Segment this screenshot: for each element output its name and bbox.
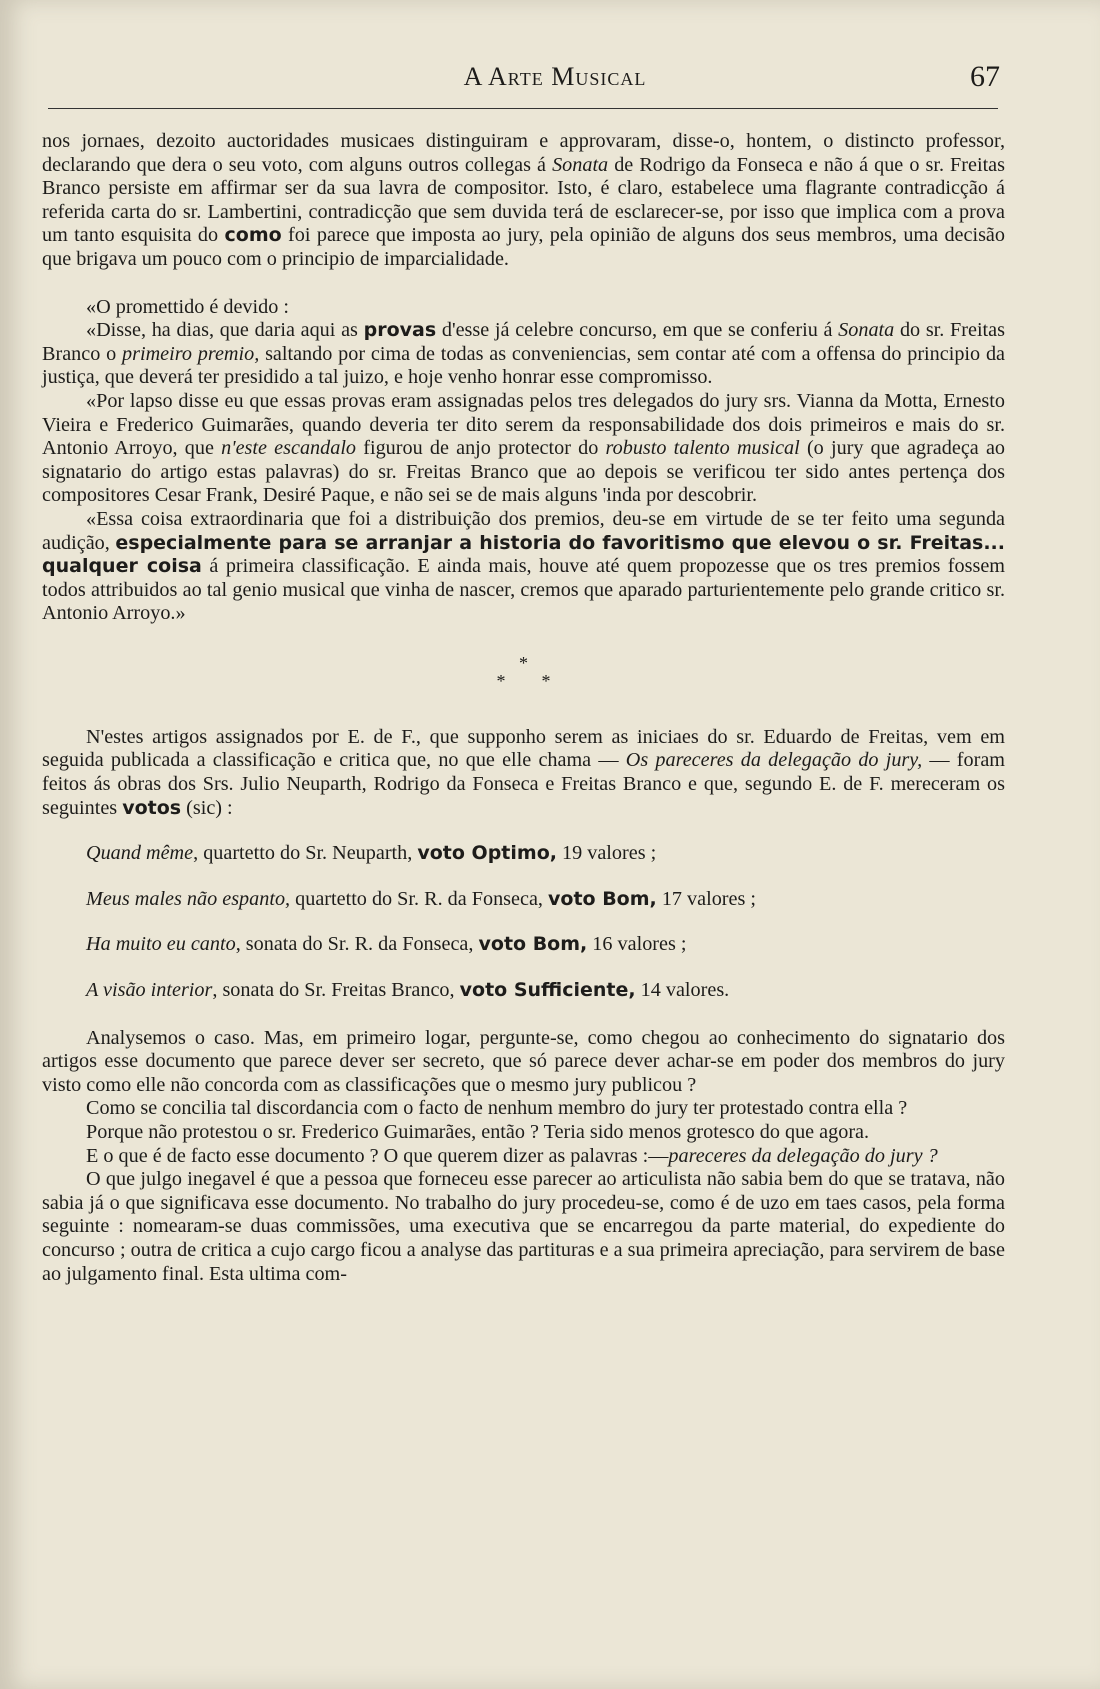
section-separator	[42, 654, 1005, 690]
italic-text: Ha muito eu canto	[86, 933, 236, 956]
text-run: — foram feitos ás obras dos Srs. Julio Neuparth, Rodrigo da Fonseca e Freitas Branco e que, segundo E. de F. mereceram os seguintes	[42, 749, 1005, 819]
running-title: A Arte Musical	[463, 62, 647, 91]
text-run: 17 valores ;	[656, 887, 756, 910]
text-run: quartetto do Sr. R. da Fonseca,	[290, 887, 549, 910]
text-run: «Disse, ha dias, que daria aqui as	[86, 319, 364, 342]
bold-text: como	[224, 224, 282, 247]
text-run: «Essa coisa extraordinaria que foi a distribuição dos premios, deu-se em virtude de se ter feito uma segunda audição,	[42, 507, 1005, 554]
text-run: «Por lapso disse eu que essas provas eram assignadas pelos tres delegados do jury srs. Vianna da Motta, Ernesto Vieira e Frederico Guimarães, quando deveria ter dito serem da responsabilidade dos dois primeiros e mais do sr. Antonio Arroyo, que	[42, 389, 1005, 460]
vote-entry	[42, 933, 1005, 957]
italic-text: A visão interior	[86, 979, 213, 1002]
paragraph	[42, 1168, 1005, 1286]
italic-text: Sonata	[838, 319, 895, 342]
vote-entry	[42, 842, 1005, 866]
italic-text: primeiro premio,	[122, 342, 260, 365]
paragraph	[42, 319, 1005, 390]
paragraph	[42, 726, 1005, 820]
text-run: 14 valores.	[635, 979, 730, 1002]
separator-star: *	[541, 670, 587, 691]
page-header	[110, 62, 1000, 102]
text-run: 19 valores ;	[556, 842, 657, 865]
text-run: E o que é de facto esse documento ? O que querem dizer as palavras :—	[86, 1144, 669, 1167]
paragraph	[42, 508, 1005, 626]
text-run: O que julgo inegavel é que a pessoa que forneceu esse parecer ao articulista não sabia bem do que se tratava, não sabia já o que significava esse documento. No trabalho do jury procedeu-se, como é de uzo em taes casos, pela forma seguinte : nomearam-se duas commissões, uma executiva que se encarregou da parte material, do expediente do concurso ; outra de critica a cujo cargo ficou a analyse das partituras e a sua primeira apreciação, para servirem de base ao julgamento final. Esta ultima com-	[42, 1168, 1005, 1285]
paragraph	[42, 296, 1005, 320]
italic-text: Sonata	[552, 153, 609, 176]
paragraph	[42, 390, 1005, 508]
bold-text: voto Sufficiente,	[459, 979, 636, 1002]
text-run: saltando por cima de todas as conveniencias, sem contar até com a offensa do principio da justiça, que deverá ter presidido a tal juizo, e hoje venho honrar esse compromisso.	[42, 342, 1005, 389]
text-run: N'estes artigos assignados por E. de F., que supponho serem as iniciaes do sr. Eduardo de Freitas, vem em seguida publicada a classificação e critica que, no que elle chama —	[42, 725, 1005, 772]
text-run: á primeira classificação. E ainda mais, houve até quem propozesse que os tres premios fossem todos attribuidos ao tal genio musical que vinha de nascer, cremos que aparado parturientemente pelo grande critico sr. Antonio Arroyo.»	[42, 555, 1005, 625]
header-rule	[48, 108, 998, 109]
paragraph	[42, 1097, 1005, 1121]
text-run: Porque não protestou o sr. Frederico Guimarães, então ? Teria sido menos grotesco do que agora.	[86, 1121, 870, 1143]
bold-text: votos	[122, 796, 182, 819]
vote-entry	[42, 888, 1005, 912]
text-run: d'esse já celebre concurso, em que se conferiu á	[436, 319, 839, 342]
text-run: «O promettido é devido :	[86, 295, 289, 318]
page-number: 67	[970, 60, 1000, 93]
text-run: Como se concilia tal discordancia com o facto de nenhum membro do jury ter protestado contra ella ?	[86, 1097, 908, 1120]
vote-entry	[42, 979, 1005, 1003]
italic-text: Os pareceres da delegação do jury,	[625, 749, 923, 772]
paragraph	[42, 130, 1005, 272]
text-run: nos jornaes, dezoito auctoridades musicaes distinguiram e approvaram, disse-o, hontem, o distincto professor, declarando que dera o seu voto, com alguns outros collegas á	[42, 130, 1005, 176]
text-run: , quartetto do Sr. Neuparth,	[193, 842, 418, 865]
text-run: Analysemos o caso. Mas, em primeiro logar, pergunte-se, como chegou ao conhecimento do signatario dos artigos esse documento que parece dever ser secreto, que só parece dever achar-se em poder dos membros do jury visto como elle não concorda com as classificações que o mesmo jury publicou ?	[42, 1026, 1005, 1096]
bold-text: voto Optimo,	[417, 842, 557, 865]
italic-text: Meus males não espanto,	[86, 887, 291, 910]
text-run: , sonata do Sr. Freitas Branco,	[212, 979, 460, 1002]
text-run: 16 valores ;	[587, 933, 687, 956]
text-run: figurou de anjo protector do	[356, 437, 606, 460]
bold-text: voto Bom,	[548, 887, 657, 910]
italic-text: n'este escandalo	[221, 437, 357, 460]
separator-star: *	[496, 670, 542, 691]
bold-text: voto Bom,	[478, 933, 588, 956]
bold-text: especialmente para se arranjar a historia do favoritismo que elevou o sr. Freitas... qualquer coisa	[42, 531, 1005, 578]
italic-text: robusto talento musical	[605, 437, 800, 460]
article-body	[42, 130, 1005, 1286]
text-run: (sic) :	[181, 796, 233, 819]
paragraph	[42, 1121, 1005, 1145]
separator-star: *	[519, 652, 528, 673]
text-run: , sonata do Sr. R. da Fonseca,	[235, 933, 479, 956]
bold-text: provas	[363, 319, 437, 342]
paragraph	[42, 1145, 1005, 1169]
italic-text: Quand même	[86, 842, 194, 865]
text-run: foi parece que imposta ao jury, pela opinião de alguns dos seus membros, uma decisão que brigava um pouco com o principio de imparcialidade.	[42, 224, 1005, 270]
italic-text: pareceres da delegação do jury ?	[668, 1144, 938, 1167]
paragraph	[42, 1027, 1005, 1098]
text-run: de Rodrigo da Fonseca e não á que o sr. Freitas Branco persiste em affirmar ser da sua lavra de compositor. Isto, é claro, estabelece uma flagrante contradicção á referida carta do sr. Lambertini, contradicção que sem duvida terá de esclarecer-se, por isso que implica com a prova um tanto esquisita do	[42, 153, 1005, 247]
text-run: (o jury que agradeça ao signatario do artigo estas palavras) do sr. Freitas Branco que ao depois se verificou ter sido antes pertença dos compositores Cesar Frank, Desiré Paque, e não sei se de mais alguns 'inda por descobrir.	[42, 437, 1005, 507]
text-run: do sr. Freitas Branco o	[42, 319, 1005, 365]
